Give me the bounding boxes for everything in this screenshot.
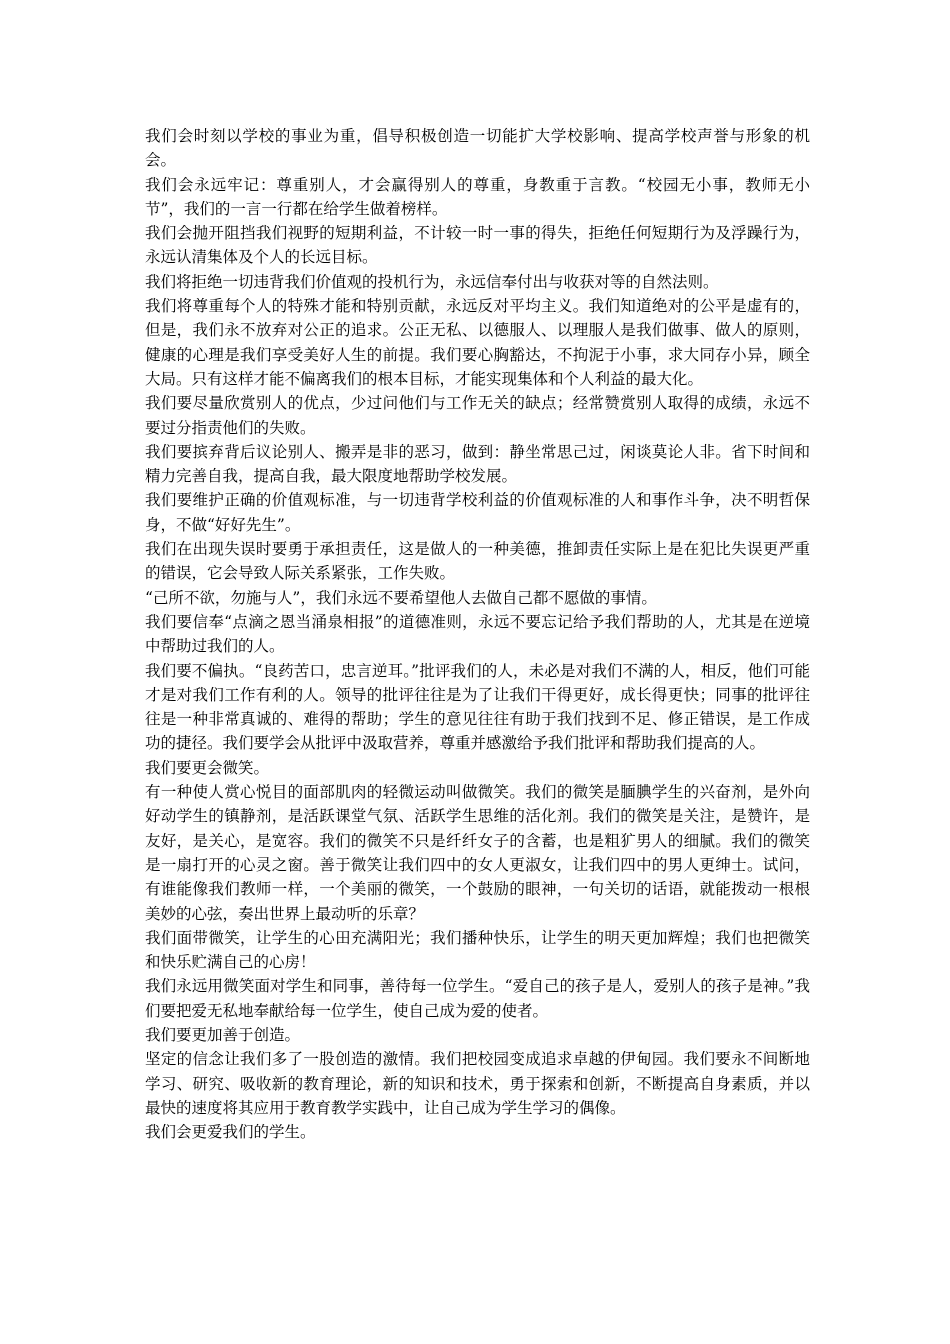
paragraph: 我们面带微笑，让学生的心田充满阳光；我们播种快乐，让学生的明天更加辉煌；我们也把微笑和快乐贮满自己的心房！	[145, 928, 810, 972]
paragraph: 我们要信奉“点滴之恩当涌泉相报”的道德准则，永远不要忘记给予我们帮助的人，尤其是在逆境中帮助过我们的人。	[145, 612, 810, 656]
paragraph: 我们会更爱我们的学生。	[145, 1123, 316, 1142]
paragraph: 我们会时刻以学校的事业为重，倡导积极创造一切能扩大学校影响、提高学校声誉与形象的机会。	[145, 127, 810, 170]
paragraph: 我们将尊重每个人的特殊才能和特别贡献，永远反对平均主义。我们知道绝对的公平是虚有的，但是，我们永不放弃对公正的追求。公正无私、以德服人、以理服人是我们做事、做人的原则，健康的心理是我们享受美好人生的前提。我们要心胸豁达，不拘泥于小事，求大同存小异，顾全大局。只有这样才能不偏离我们的根本目标，才能实现集体和个人利益的最大化。	[145, 297, 810, 388]
paragraph: 我们要更加善于创造。	[145, 1025, 301, 1044]
paragraph: 我们要更会微笑。	[145, 758, 270, 777]
document-page	[145, 124, 810, 1144]
paragraph: 我们会永远牢记：尊重别人，才会赢得别人的尊重，身教重于言教。“校园无小事，教师无小节”，我们的一言一行都在给学生做着榜样。	[145, 175, 810, 218]
paragraph: 我们要尽量欣赏别人的优点，少过问他们与工作无关的缺点；经常赞赏别人取得的成绩，永远不要过分指责他们的失败。	[145, 394, 810, 437]
paragraph: 我们将拒绝一切违背我们价值观的投机行为，永远信奉付出与收获对等的自然法则。	[145, 272, 719, 291]
paragraph: 我们会抛开阻挡我们视野的短期利益，不计较一时一事的得失，拒绝任何短期行为及浮躁行为，永远认清集体及个人的长远目标。	[145, 224, 810, 267]
paragraph: 我们要维护正确的价值观标准，与一切违背学校利益的价值观标准的人和事作斗争，决不明哲保身，不做“好好先生”。	[145, 491, 810, 534]
paragraph: 我们在出现失误时要勇于承担责任，这是做人的一种美德，推卸责任实际上是在犯比失误更严重的错误，它会导致人际关系紧张，工作失败。	[145, 540, 810, 583]
paragraph: 我们要不偏执。“良药苦口，忠言逆耳。”批评我们的人，未必是对我们不满的人，相反，他们可能才是对我们工作有利的人。领导的批评往往是为了让我们干得更好，成长得更快；同事的批评往往是一种非常真诚的、难得的帮助；学生的意见往往有助于我们找到不足、修正错误，是工作成功的捷径。我们要学会从批评中汲取营养，尊重并感激给予我们批评和帮助我们提高的人。	[145, 661, 810, 753]
paragraph: 坚定的信念让我们多了一股创造的激情。我们把校园变成追求卓越的伊甸园。我们要永不间断地学习、研究、吸收新的教育理论，新的知识和技术，勇于探索和创新，不断提高自身素质，并以最快的速度将其应用于教育教学实践中，让自己成为学生学习的偶像。	[145, 1050, 810, 1117]
paragraph: 有一种使人赏心悦目的面部肌肉的轻微运动叫做微笑。我们的微笑是腼腆学生的兴奋剂，是外向好动学生的镇静剂，是活跃课堂气氛、活跃学生思维的活化剂。我们的微笑是关注，是赞许，是友好，是关心，是宽容。我们的微笑不只是纤纤女子的含蓄，也是粗犷男人的细腻。我们的微笑是一扇打开的心灵之窗。善于微笑让我们四中的女人更淑女，让我们四中的男人更绅士。试问，有谁能像我们教师一样，一个美丽的微笑，一个鼓励的眼神，一句关切的话语，就能拨动一根根美妙的心弦，奏出世界上最动听的乐章？	[145, 783, 810, 923]
paragraph: 我们要摈弃背后议论别人、搬弄是非的恶习，做到：静坐常思己过，闲谈莫论人非。省下时间和精力完善自我，提高自我，最大限度地帮助学校发展。	[145, 442, 810, 486]
paragraph: 我们永远用微笑面对学生和同事，善待每一位学生。“爱自己的孩子是人，爱别人的孩子是神。”我们要把爱无私地奉献给每一位学生，使自己成为爱的使者。	[145, 977, 810, 1020]
paragraph: “己所不欲，勿施与人”，我们永远不要希望他人去做自己都不愿做的事情。	[145, 588, 657, 607]
